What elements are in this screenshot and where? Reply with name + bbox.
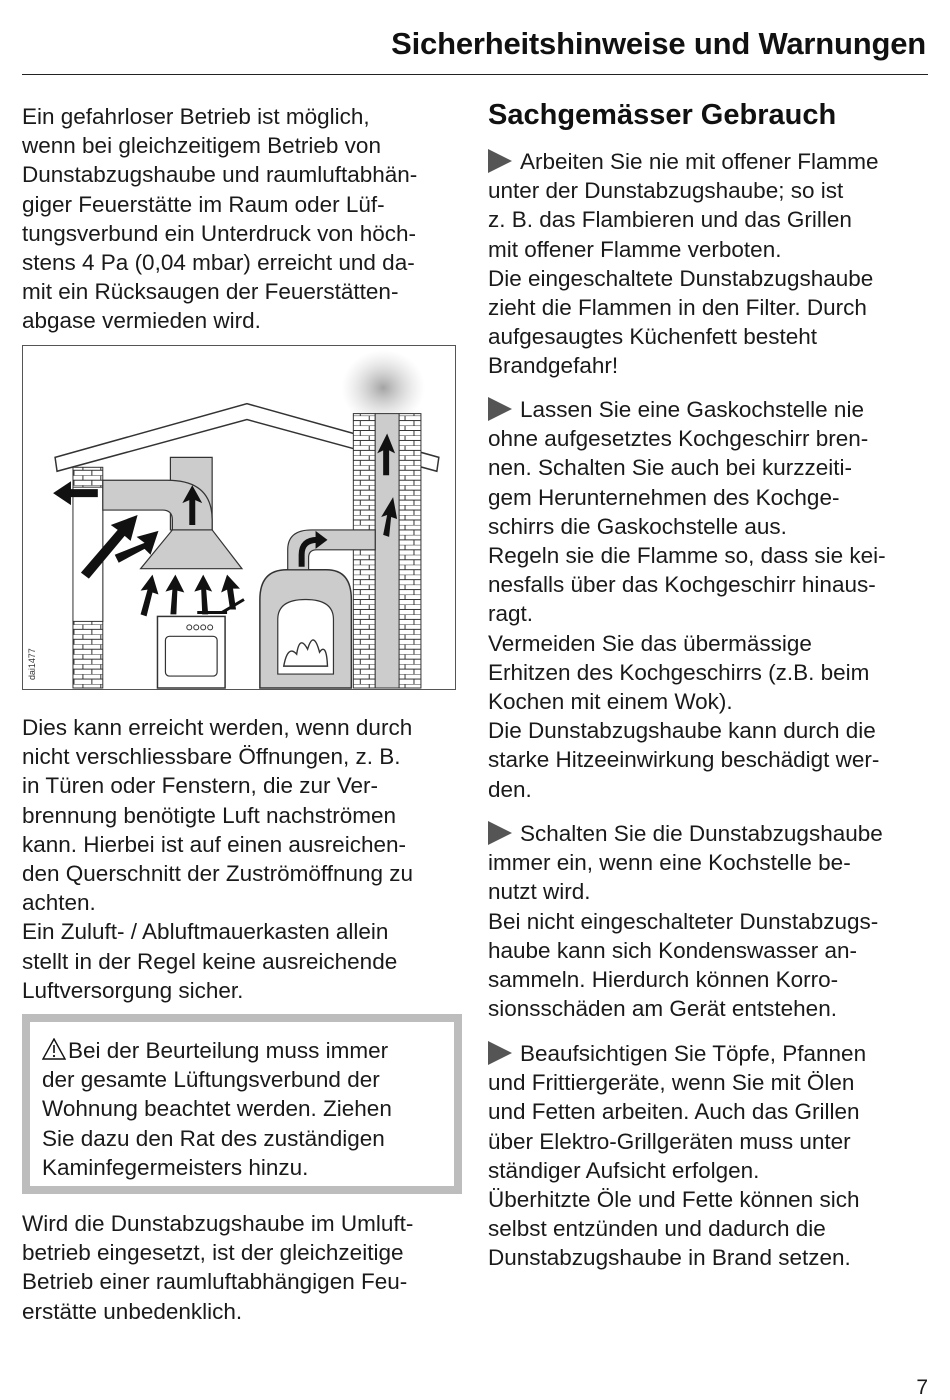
- body-line: Luftversorgung sicher.: [22, 977, 244, 1003]
- item-line: Brandgefahr!: [488, 353, 619, 379]
- airflow-arrow: [165, 575, 184, 615]
- item-line: z. B. das Flambieren und das Grillen: [488, 207, 852, 233]
- item-line: sammeln. Hierdurch können Korro-: [488, 967, 839, 993]
- play-triangle-icon: [488, 149, 512, 173]
- body-line: kann. Hierbei ist auf einen ausreichen-: [22, 831, 406, 857]
- body-line: erstätte unbedenklich.: [22, 1298, 243, 1324]
- intro-line: Dunstabzugshaube und raumluftabhän-: [22, 162, 418, 188]
- page-number: 7: [916, 1376, 928, 1399]
- warning-line: Kaminfegermeisters hinzu.: [42, 1154, 309, 1180]
- instruction-item: [488, 1039, 933, 1273]
- warning-line: der gesamte Lüftungsverbund der: [42, 1067, 380, 1093]
- intro-line: Ein gefahrloser Betrieb ist möglich,: [22, 104, 370, 129]
- play-triangle-icon: [488, 397, 512, 421]
- item-line: Kochen mit einem Wok).: [488, 689, 733, 715]
- chimney-right-wall: [399, 414, 421, 688]
- intro-line: giger Feuerstätte im Raum oder Lüf-: [22, 191, 385, 217]
- play-triangle-icon: [488, 1041, 512, 1065]
- item-line: den.: [488, 776, 532, 802]
- item-line: Überhitzte Öle und Fette können sich: [488, 1187, 860, 1213]
- item-line: ohne aufgesetztes Kochgeschirr bren-: [488, 426, 869, 452]
- warning-box: [22, 1014, 462, 1194]
- warning-triangle-icon: [42, 1038, 66, 1060]
- item-line: immer ein, wenn eine Kochstelle be-: [488, 850, 851, 876]
- body-line: Ein Zuluft- / Abluftmauerkasten allein: [22, 919, 389, 945]
- item-line: und Frittiergeräte, wenn Sie mit Ölen: [488, 1070, 855, 1096]
- section-title: Sachgemässer Gebrauch: [488, 99, 837, 131]
- body-line: brennung benötigte Luft nachströmen: [22, 802, 397, 828]
- item-line: Schalten Sie die Dunstabzugshaube: [520, 821, 883, 846]
- intro-line: wenn bei gleichzeitigem Betrieb von: [22, 133, 381, 159]
- instruction-item: [488, 147, 933, 381]
- warning-line: Sie dazu den Rat des zuständigen: [42, 1125, 385, 1151]
- item-line: ragt.: [488, 601, 534, 627]
- body-line: nicht verschliessbare Öffnungen, z. B.: [22, 744, 401, 770]
- instruction-item: [488, 395, 933, 804]
- item-line: mit offener Flamme verboten.: [488, 236, 782, 262]
- recirculation-paragraph: [22, 1209, 472, 1326]
- intro-line: mit ein Rücksaugen der Feuerstätten-: [22, 279, 399, 305]
- intro-line: abgase vermieden wird.: [22, 308, 261, 334]
- ventilation-diagram: [23, 346, 455, 689]
- instruction-item: [488, 819, 933, 1023]
- body-line: in Türen oder Fenstern, die zur Ver-: [22, 773, 379, 799]
- item-line: selbst entzünden und dadurch die: [488, 1216, 826, 1242]
- warning-line: Wohnung beachtet werden. Ziehen: [42, 1096, 392, 1122]
- item-line: starke Hitzeeinwirkung beschädigt wer-: [488, 747, 880, 773]
- item-line: Dunstabzugshaube in Brand setzen.: [488, 1245, 851, 1271]
- play-triangle-icon: [488, 821, 512, 845]
- body-line: Wird die Dunstabzugshaube im Umluft-: [22, 1211, 414, 1236]
- body-line: betrieb eingesetzt, ist der gleichzeitige: [22, 1240, 404, 1266]
- item-line: zieht die Flammen in den Filter. Durch: [488, 295, 867, 321]
- intro-paragraph: [22, 102, 472, 336]
- item-line: Beaufsichtigen Sie Töpfe, Pfannen: [520, 1041, 867, 1066]
- body-line: den Querschnitt der Zuströmöffnung zu: [22, 861, 414, 887]
- body-line: Dies kann erreicht werden, wenn durch: [22, 715, 413, 740]
- item-line: nesfalls über das Kochgeschirr hinaus-: [488, 572, 876, 598]
- figure-code-label: dai1477: [27, 648, 38, 681]
- item-line: und Fetten arbeiten. Auch das Grillen: [488, 1099, 860, 1125]
- body-line: Betrieb einer raumluftabhängigen Feu-: [22, 1269, 408, 1295]
- body-line: achten.: [22, 890, 96, 916]
- ventilation-illustration: [22, 345, 456, 690]
- item-line: ständiger Aufsicht erfolgen.: [488, 1157, 760, 1183]
- item-line: nen. Schalten Sie auch bei kurzzeiti-: [488, 455, 852, 481]
- header-rule: [22, 74, 928, 75]
- item-line: unter der Dunstabzugshaube; so ist: [488, 178, 844, 204]
- airflow-arrow: [141, 575, 159, 617]
- body-line: stellt in der Regel keine ausreichende: [22, 948, 398, 974]
- stove-window: [165, 636, 217, 676]
- item-line: haube kann sich Kondenswasser an-: [488, 937, 857, 963]
- item-line: aufgesaugtes Küchenfett besteht: [488, 324, 817, 350]
- item-line: gem Herunternehmen des Kochge-: [488, 484, 840, 510]
- item-line: Arbeiten Sie nie mit offener Flamme: [520, 149, 879, 174]
- warning-line: Bei der Beurteilung muss immer: [68, 1038, 389, 1063]
- page-title: Sicherheitshinweise und Warnungen: [391, 26, 926, 61]
- ventilation-paragraph: [22, 713, 472, 1005]
- item-line: Vermeiden Sie das übermässige: [488, 630, 812, 656]
- airflow-arrow: [194, 575, 212, 615]
- intro-line: stens 4 Pa (0,04 mbar) erreicht und da-: [22, 250, 415, 276]
- item-line: sionsschäden am Gerät entstehen.: [488, 996, 837, 1022]
- item-line: nutzt wird.: [488, 879, 591, 905]
- item-line: über Elektro-Grillgeräten muss unter: [488, 1128, 851, 1154]
- item-line: Regeln sie die Flamme so, dass sie kei-: [488, 543, 886, 569]
- item-line: Bei nicht eingeschalteter Dunstabzugs-: [488, 908, 879, 934]
- item-line: Lassen Sie eine Gaskochstelle nie: [520, 397, 864, 422]
- item-line: Erhitzen des Kochgeschirrs (z.B. beim: [488, 659, 870, 685]
- chimney-left-wall: [353, 414, 375, 688]
- item-line: Die eingeschaltete Dunstabzugshaube: [488, 265, 874, 291]
- intro-line: tungsverbund ein Unterdruck von höch-: [22, 220, 416, 246]
- item-line: schirrs die Gaskochstelle aus.: [488, 513, 787, 539]
- item-line: Die Dunstabzugshaube kann durch die: [488, 718, 876, 744]
- right-column: [488, 98, 933, 132]
